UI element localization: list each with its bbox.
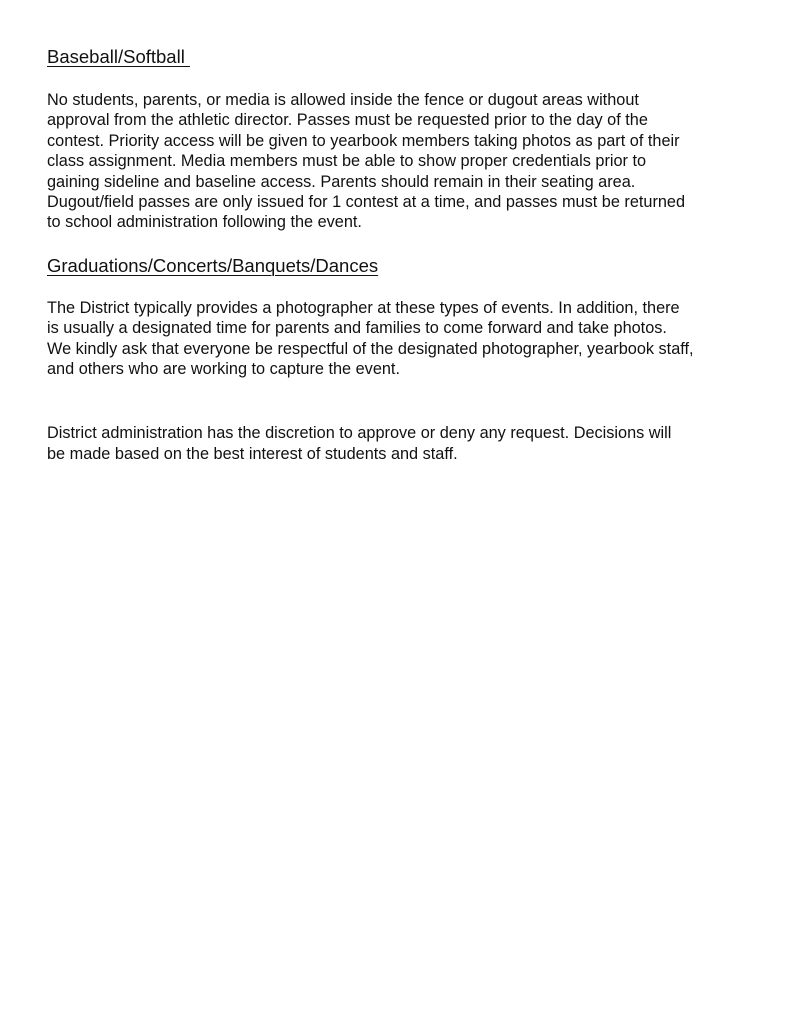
paragraph-line: No students, parents, or media is allowed inside the fence or dugout areas without	[47, 91, 639, 109]
document-page	[47, 44, 752, 464]
paragraph-line: The District typically provides a photographer at these types of events. In addition, there	[47, 298, 680, 317]
paragraph-line: Dugout/field passes are only issued for 1 contest at a time, and passes must be returned	[47, 193, 686, 212]
paragraph-line: is usually a designated time for parents and families to come forward and take photos.	[47, 319, 667, 338]
paragraph-line: and others who are working to capture the event.	[47, 360, 400, 379]
paragraph-line: to school administration following the event.	[47, 213, 362, 232]
paragraph-line: approval from the athletic director. Passes must be requested prior to the day of the	[47, 111, 648, 130]
paragraph-line: We kindly ask that everyone be respectful of the designated photographer, yearbook staff,	[47, 339, 694, 358]
paragraph-line: be made based on the best interest of students and staff.	[47, 444, 458, 463]
paragraph-baseball-softball	[47, 90, 752, 233]
paragraph-administration-discretion	[47, 423, 752, 464]
section-heading-graduations: Graduations/Concerts/Banquets/Dances	[47, 254, 379, 276]
section-heading-baseball-softball: Baseball/Softball	[47, 46, 190, 67]
paragraph-line: contest. Priority access will be given to yearbook members taking photos as part of their	[47, 131, 680, 150]
paragraph-line: District administration has the discretion to approve or deny any request. Decisions will	[47, 424, 672, 443]
paragraph-line: class assignment. Media members must be able to show proper credentials prior to	[47, 152, 647, 171]
paragraph-line: gaining sideline and baseline access. Parents should remain in their seating area.	[47, 172, 636, 191]
paragraph-graduations	[47, 298, 752, 380]
